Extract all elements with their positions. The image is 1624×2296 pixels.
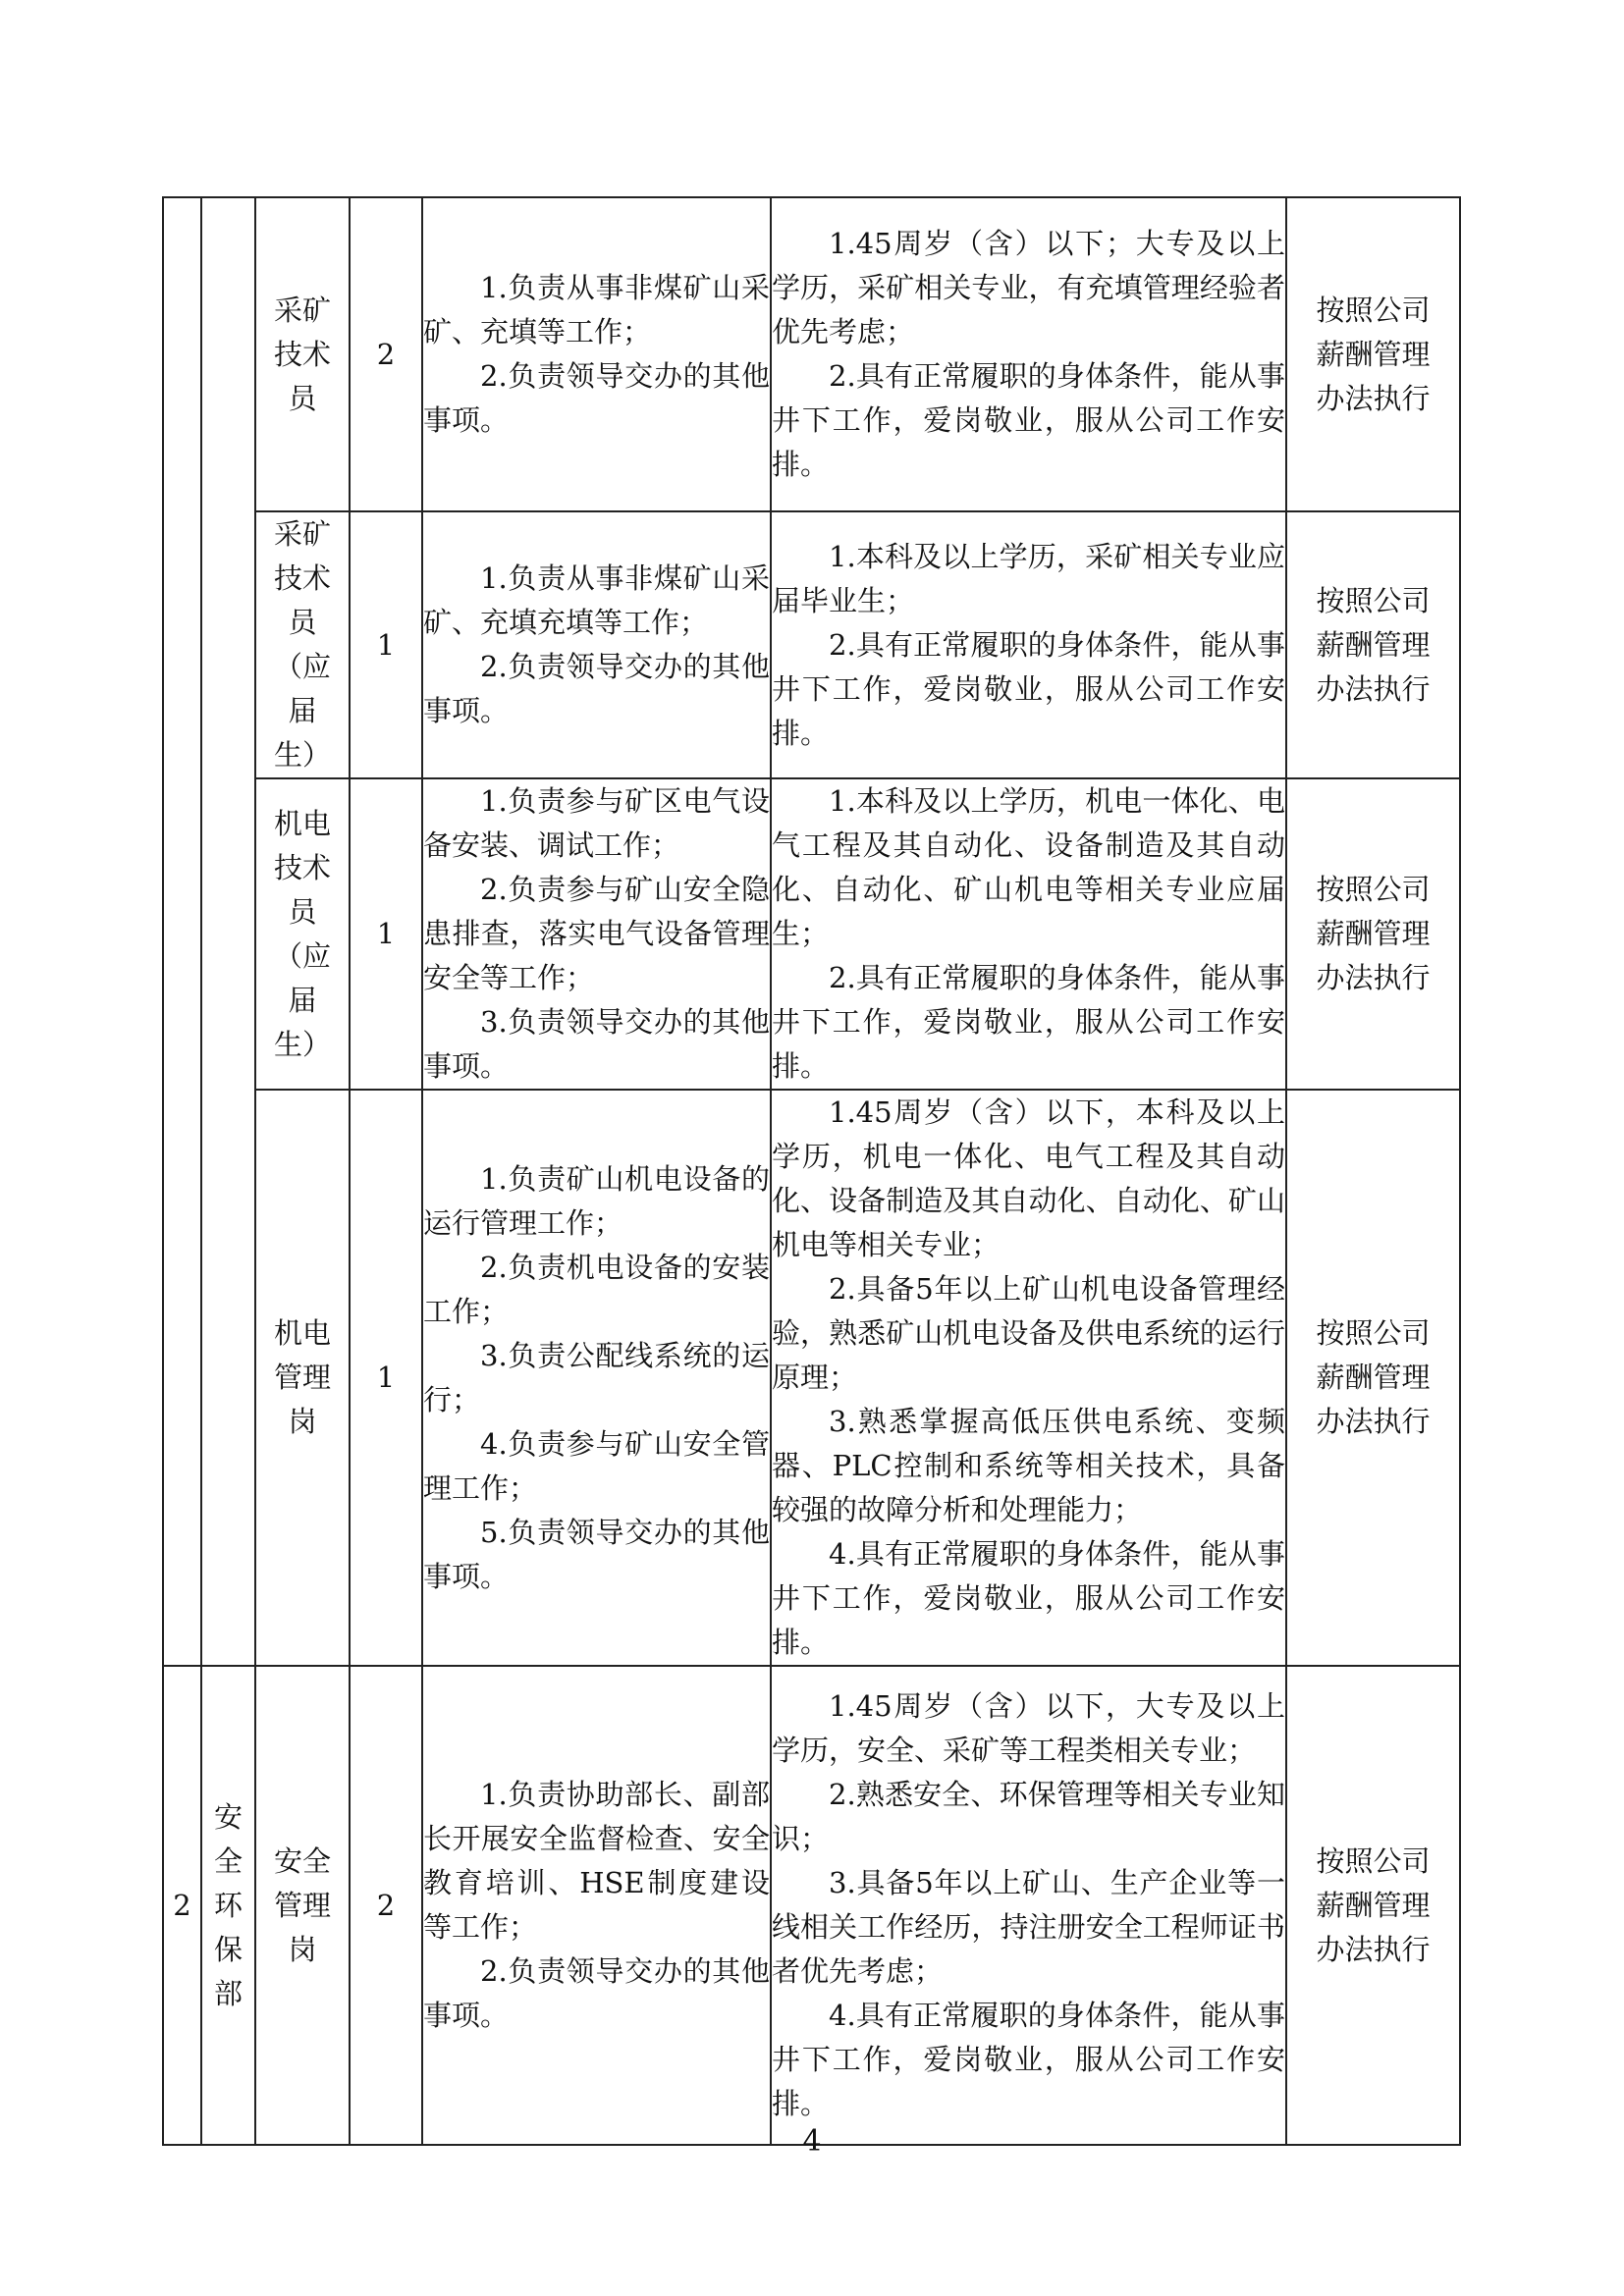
- recruitment-table: [162, 196, 1461, 2146]
- requirements-cell: [771, 1666, 1286, 2145]
- requirement-item: 2.具备5年以上矿山机电设备管理经验，熟悉矿山机电设备及供电系统的运行原理；: [772, 1272, 1285, 1394]
- duties-cell: [422, 197, 771, 511]
- pay-cell: 按照公司薪酬管理办法执行: [1286, 197, 1460, 511]
- requirement-item: 1.45周岁（含）以下，大专及以上学历，安全、采矿等工程类相关专业；: [772, 1689, 1285, 1767]
- pay-cell: 按照公司薪酬管理办法执行: [1286, 511, 1460, 778]
- table-row: [163, 197, 1460, 511]
- duties-cell: [422, 511, 771, 778]
- requirements-cell: [771, 511, 1286, 778]
- post-cell: 采矿技术员（应届生）: [255, 511, 350, 778]
- requirement-item: 3.具备5年以上矿山、生产企业等一线相关工作经历，持注册安全工程师证书者优先考虑；: [772, 1866, 1285, 1988]
- pay-cell: 按照公司薪酬管理办法执行: [1286, 778, 1460, 1090]
- requirement-item: 1.本科及以上学历，机电一体化、电气工程及其自动化、设备制造及其自动化、自动化、矿山机电等相关专业应届生；: [772, 784, 1285, 950]
- requirement-item: 4.具有正常履职的身体条件，能从事井下工作，爱岗敬业，服从公司工作安排。: [772, 1999, 1285, 2120]
- duty-item: 1.负责矿山机电设备的运行管理工作；: [423, 1161, 770, 1240]
- count-cell: 1: [350, 1090, 422, 1666]
- count-cell: 1: [350, 778, 422, 1090]
- duty-item: 5.负责领导交办的其他事项。: [423, 1515, 770, 1593]
- duty-item: 2.负责领导交办的其他事项。: [423, 1954, 770, 2032]
- table-row: [163, 1666, 1460, 2145]
- duties-cell: [422, 1666, 771, 2145]
- page-number: 4: [802, 2124, 822, 2159]
- duty-item: 1.负责参与矿区电气设备安装、调试工作；: [423, 784, 770, 862]
- requirements-cell: [771, 197, 1286, 511]
- duty-item: 1.负责从事非煤矿山采矿、充填等工作；: [423, 271, 770, 348]
- duty-item: 4.负责参与矿山安全管理工作；: [423, 1426, 770, 1505]
- pay-cell: 按照公司薪酬管理办法执行: [1286, 1090, 1460, 1666]
- requirement-item: 2.具有正常履职的身体条件，能从事井下工作，爱岗敬业，服从公司工作安排。: [772, 961, 1285, 1083]
- department-cell: 安全环保部: [201, 1666, 255, 2145]
- department-cell: [201, 197, 255, 1666]
- duty-item: 2.负责领导交办的其他事项。: [423, 650, 770, 727]
- requirement-item: 1.本科及以上学历，采矿相关专业应届毕业生；: [772, 539, 1285, 617]
- count-cell: 2: [350, 1666, 422, 2145]
- duty-item: 1.负责协助部长、副部长开展安全监督检查、安全教育培训、HSE制度建设等工作；: [423, 1778, 770, 1944]
- requirement-item: 3.熟悉掌握高低压供电系统、变频器、PLC控制和系统等相关技术，具备较强的故障分析和处理能力；: [772, 1405, 1285, 1526]
- duty-item: 3.负责领导交办的其他事项。: [423, 1005, 770, 1083]
- post-cell: 安全管理岗: [255, 1666, 350, 2145]
- requirement-item: 2.具有正常履职的身体条件，能从事井下工作，爱岗敬业，服从公司工作安排。: [772, 359, 1285, 481]
- count-cell: 2: [350, 197, 422, 511]
- table-row: [163, 511, 1460, 778]
- table-row: [163, 778, 1460, 1090]
- duty-item: 2.负责机电设备的安装工作；: [423, 1250, 770, 1328]
- requirement-item: 2.熟悉安全、环保管理等相关专业知识；: [772, 1778, 1285, 1855]
- post-cell: 采矿技术员: [255, 197, 350, 511]
- count-cell: 1: [350, 511, 422, 778]
- duties-cell: [422, 778, 771, 1090]
- duty-item: 2.负责领导交办的其他事项。: [423, 359, 770, 437]
- post-cell: 机电技术员（应届生）: [255, 778, 350, 1090]
- duty-item: 3.负责公配线系统的运行；: [423, 1338, 770, 1416]
- duties-cell: [422, 1090, 771, 1666]
- section-number-cell: [163, 197, 201, 1666]
- section-number-cell: 2: [163, 1666, 201, 2145]
- requirement-item: 2.具有正常履职的身体条件，能从事井下工作，爱岗敬业，服从公司工作安排。: [772, 627, 1285, 750]
- post-cell: 机电管理岗: [255, 1090, 350, 1666]
- pay-cell: 按照公司薪酬管理办法执行: [1286, 1666, 1460, 2145]
- requirements-cell: [771, 778, 1286, 1090]
- table-row: [163, 1090, 1460, 1666]
- requirement-item: 1.45周岁（含）以下；大专及以上学历，采矿相关专业，有充填管理经验者优先考虑；: [772, 227, 1285, 348]
- duty-item: 2.负责参与矿山安全隐患排查，落实电气设备管理安全等工作；: [423, 873, 770, 994]
- requirement-item: 1.45周岁（含）以下，本科及以上学历，机电一体化、电气工程及其自动化、设备制造及其自动化、自动化、矿山机电等相关专业；: [772, 1095, 1285, 1261]
- requirement-item: 4.具有正常履职的身体条件，能从事井下工作，爱岗敬业，服从公司工作安排。: [772, 1537, 1285, 1659]
- requirements-cell: [771, 1090, 1286, 1666]
- duty-item: 1.负责从事非煤矿山采矿、充填充填等工作；: [423, 561, 770, 639]
